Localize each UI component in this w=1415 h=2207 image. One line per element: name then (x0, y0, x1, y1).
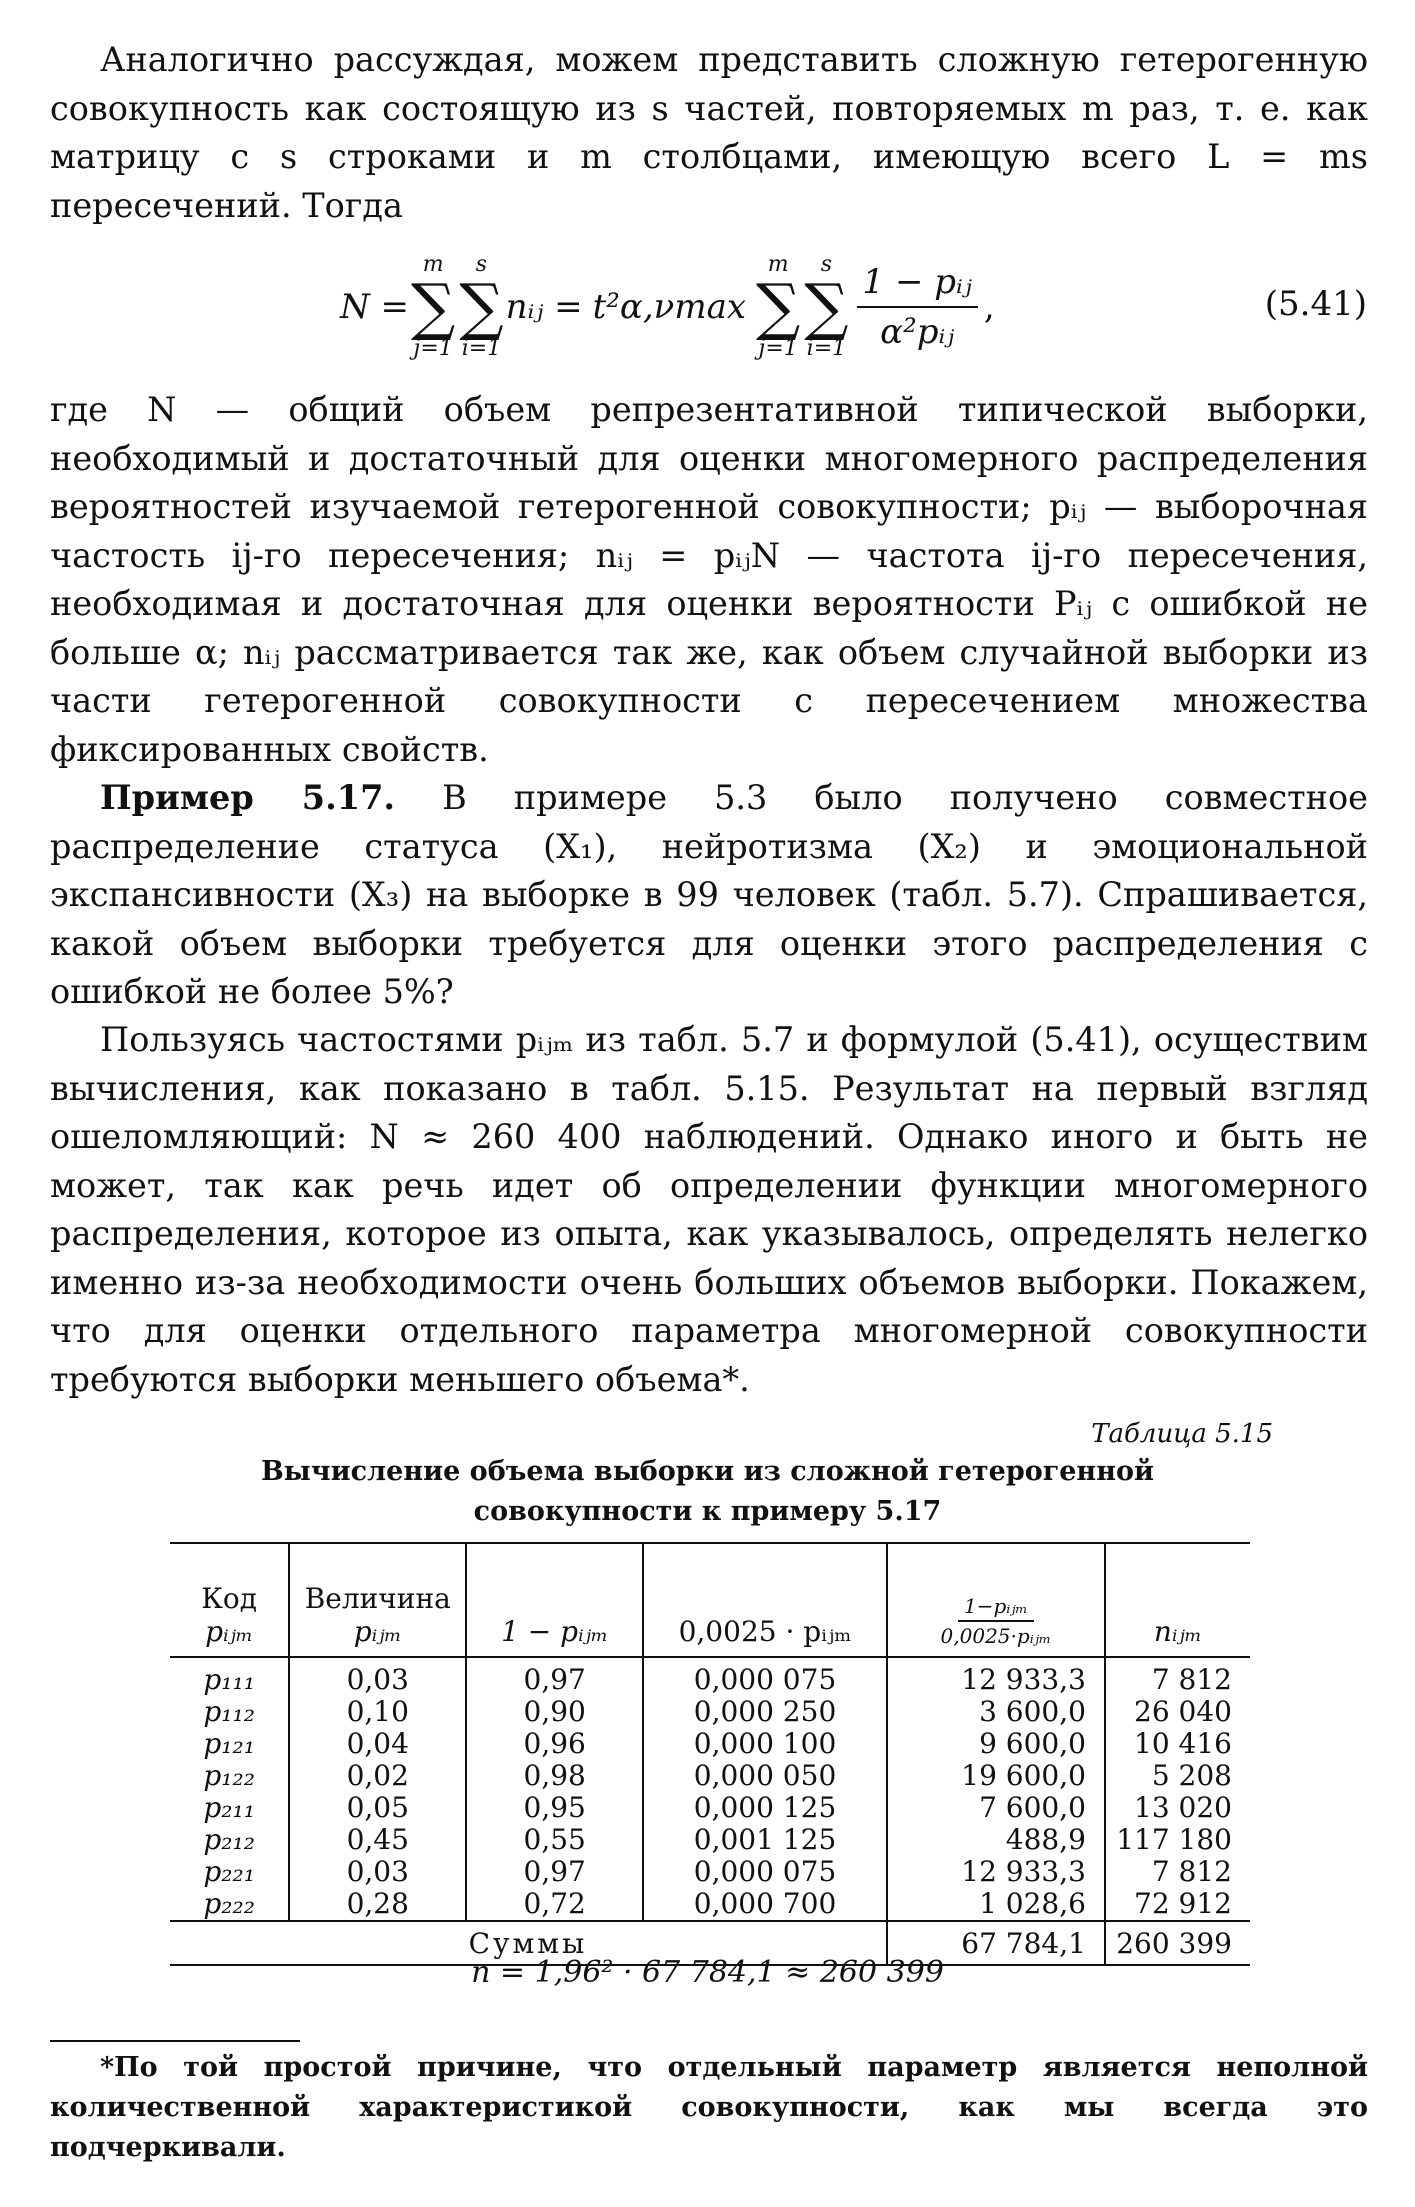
column-header-n: nᵢⱼₘ (1105, 1543, 1250, 1657)
table-title: Вычисление объема выборки из сложной гетерогенной совокупности к примеру 5.17 (260, 1456, 1154, 1527)
formula-5-41: N = m ∑ j=1 s ∑ i=1 nᵢⱼ = t²α,νmax m ∑ j=1 s ∑ i=1 $\frac{\text{1 − pᵢⱼ}}{\text{α²pᵢⱼ}}$ , (5.41) (340, 252, 1367, 361)
sum-n: 260 399 (1105, 1921, 1250, 1965)
table-row: p₁₁₁ 0,03 0,97 0,000 075 12 933,3 7 812 (170, 1657, 1250, 1696)
column-header-one-minus: 1 − pᵢⱼₘ (466, 1543, 643, 1657)
table-row: p₁₂₂ 0,02 0,98 0,000 050 19 600,0 5 208 (170, 1760, 1250, 1792)
footnote-divider (50, 2040, 300, 2042)
table-row: p₁₂₁ 0,04 0,96 0,000 100 9 600,0 10 416 (170, 1728, 1250, 1760)
sum-ratio: 67 784,1 (887, 1921, 1105, 1965)
table-label: Таблица 5.15 (1091, 1419, 1273, 1449)
column-header-product: 0,0025 · pᵢⱼₘ (643, 1543, 887, 1657)
formula-term: nᵢⱼ = (505, 287, 583, 327)
example-label: Пример 5.17. (100, 778, 396, 817)
table-row: p₁₁₂ 0,10 0,90 0,000 250 3 600,0 26 040 (170, 1696, 1250, 1728)
table-row: p₂₂₂ 0,28 0,72 0,000 700 1 028,6 72 912 (170, 1888, 1250, 1921)
formula-t-coefficient: t²α,νmax (592, 287, 747, 327)
footnote: *По той простой причине, что отдельный параметр является неполной количественной характеристикой совокупности, как мы всегда это подчеркивали. (50, 2052, 1368, 2163)
column-header-ratio: 1−pᵢⱼₘ 0,0025·pᵢⱼₘ (887, 1543, 1105, 1657)
column-header-code: Код pᵢⱼₘ (170, 1543, 289, 1657)
sum-sign: m ∑ j=1 (756, 252, 801, 361)
sum-sign: s ∑ i=1 (459, 252, 504, 361)
formula-lhs: N = (340, 287, 410, 327)
table-row: p₂₁₁ 0,05 0,95 0,000 125 7 600,0 13 020 (170, 1792, 1250, 1824)
sum-sign: s ∑ i=1 (804, 252, 849, 361)
example-paragraph (50, 774, 1368, 1017)
example-text: В примере 5.3 было получено совместное распределение статуса (X₁), нейротизма (X₂) и эмоциональной экспансивности (X₃) на выборке в 99 человек (табл. 5.7). Спрашивается, какой объем выборки требуется для оценки этого распределения с ошибкой не более 5%? (50, 778, 1368, 1011)
column-header-value: Величина pᵢⱼₘ (289, 1543, 466, 1657)
explanation-paragraph: где N — общий объем репрезентативной типической выборки, необходимый и достаточный для оценки многомерного распределения вероятностей изучаемой гетерогенной совокупности; pᵢⱼ — выборочная частость ij-го пересечения; nᵢⱼ = pᵢⱼN — частота ij-го пересечения, необходимая и достаточная для оценки вероятности Pᵢⱼ с ошибкой не больше α; nᵢⱼ рассматривается так же, как объем случайной выборки из части гетерогенной совокупности с пересечением множества фиксированных свойств. (50, 390, 1368, 769)
sums-label: Суммы (468, 1926, 588, 1960)
table-row: p₂₁₂ 0,45 0,55 0,001 125 488,9 117 180 (170, 1824, 1250, 1856)
intro-paragraph: Аналогично рассуждая, можем представить сложную гетерогенную совокупность как состоящую из s частей, повторяемых m раз, т. е. как матрицу с s строками и m столбцами, имеющую всего L = ms пересечений. Тогда (50, 40, 1368, 225)
discussion-paragraph: Пользуясь частостями pᵢⱼₘ из табл. 5.7 и формулой (5.41), осуществим вычисления, как показано в табл. 5.15. Результат на первый взгляд ошеломляющий: N ≈ 260 400 наблюдений. Однако иного и быть не может, так как речь идет об определении функции многомерного распределения, которое из опыта, как указывалось, определять нелегко именно из-за необходимости очень больших объемов выборки. Покажем, что для оценки отдельного параметра многомерной совокупности требуются выборки меньшего объема*. (50, 1020, 1368, 1399)
sum-sign: m ∑ j=1 (411, 252, 456, 361)
data-table (170, 1542, 1250, 1966)
formula-fraction: $\frac{\text{1 − pᵢⱼ}}{\text{α²pᵢⱼ}}$ (857, 262, 978, 352)
equation-number: (5.41) (1264, 284, 1367, 324)
table-row: p₂₂₁ 0,03 0,97 0,000 075 12 933,3 7 812 (170, 1856, 1250, 1888)
table-result-equation: n = 1,96² · 67 784,1 ≈ 260 399 (471, 1955, 944, 1990)
